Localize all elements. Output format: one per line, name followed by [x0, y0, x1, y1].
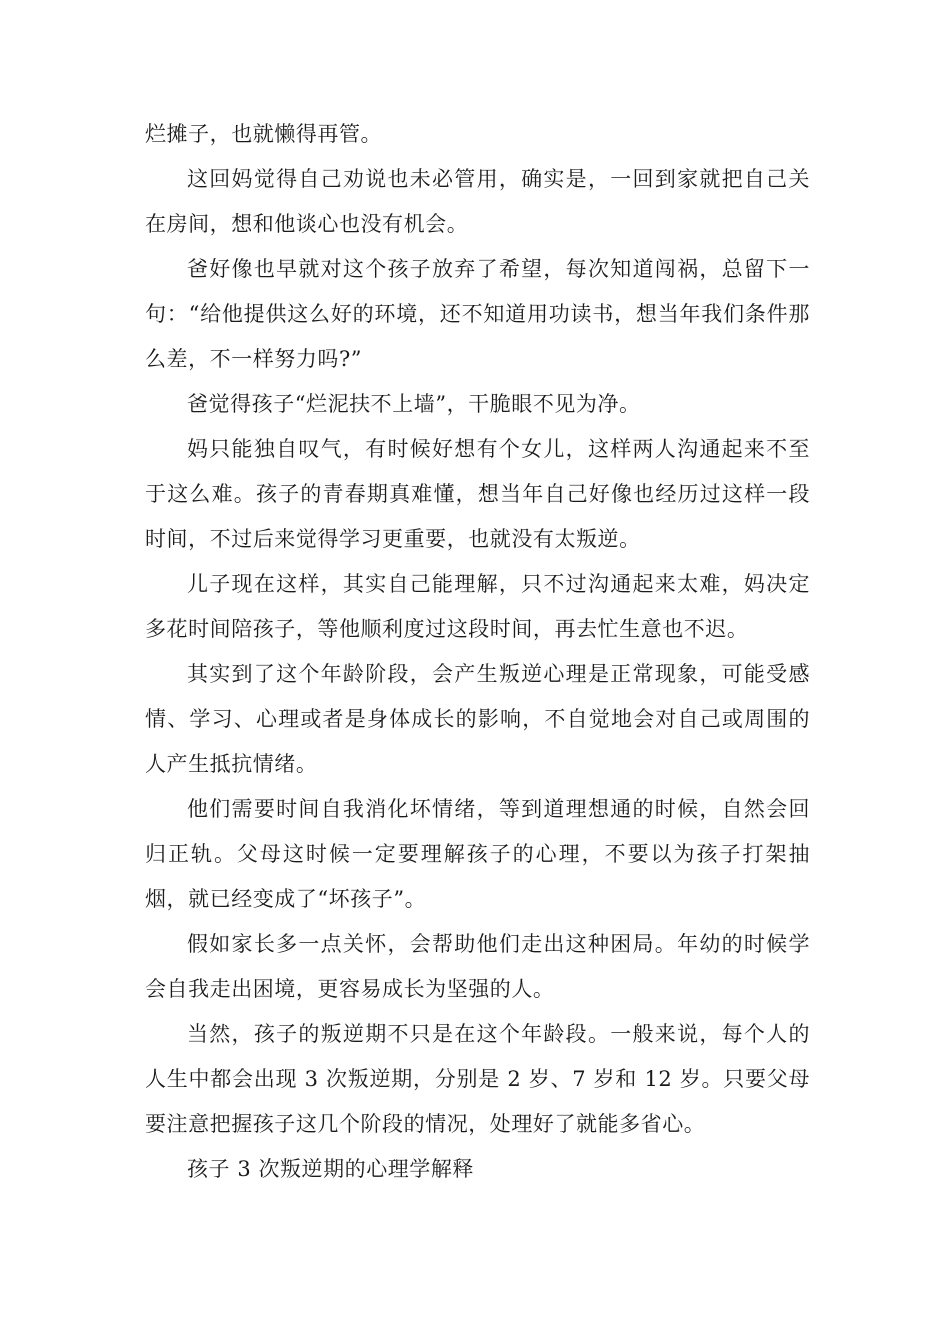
paragraph-three-stages: 当然，孩子的叛逆期不只是在这个年龄段。一般来说，每个人的人生中都会出现 3 次叛逆期，分别是 2 岁、7 岁和 12 岁。只要父母要注意把握孩子这几个阶段的情况，处理好了就能多省心。	[145, 1022, 810, 1136]
section-heading-psychology: 孩子 3 次叛逆期的心理学解释	[187, 1157, 474, 1181]
paragraph-continuation: 烂摊子，也就懒得再管。	[145, 122, 383, 146]
paragraph-parent-care: 假如家长多一点关怀，会帮助他们走出这种困局。年幼的时候学会自我走出困境，更容易成长为坚强的人。	[145, 932, 810, 1001]
paragraph-mom-persuasion: 这回妈觉得自己劝说也未必管用，确实是，一回到家就把自己关在房间，想和他谈心也没有机会。	[145, 167, 810, 236]
paragraph-rebellion-normal: 其实到了这个年龄阶段，会产生叛逆心理是正常现象，可能受感情、学习、心理或者是身体成长的影响，不自觉地会对自己或周围的人产生抵抗情绪。	[145, 662, 810, 776]
paragraph-mom-decision: 儿子现在这样，其实自己能理解，只不过沟通起来太难，妈决定多花时间陪孩子，等他顺利度过这段时间，再去忙生意也不迟。	[145, 572, 810, 641]
paragraph-mom-sigh: 妈只能独自叹气，有时候好想有个女儿，这样两人沟通起来不至于这么难。孩子的青春期真难懂，想当年自己好像也经历过这样一段时间，不过后来觉得学习更重要，也就没有太叛逆。	[145, 437, 810, 551]
paragraph-dad-opinion: 爸觉得孩子“烂泥扶不上墙”，干脆眼不见为净。	[187, 392, 641, 416]
paragraph-dad-gave-up: 爸好像也早就对这个孩子放弃了希望，每次知道闯祸，总留下一句：“给他提供这么好的环境，还不知道用功读书，想当年我们条件那么差，不一样努力吗?”	[145, 257, 810, 371]
paragraph-digest-emotions: 他们需要时间自我消化坏情绪，等到道理想通的时候，自然会回归正轨。父母这时候一定要理解孩子的心理，不要以为孩子打架抽烟，就已经变成了“坏孩子”。	[145, 797, 810, 911]
document-body	[145, 112, 810, 1192]
